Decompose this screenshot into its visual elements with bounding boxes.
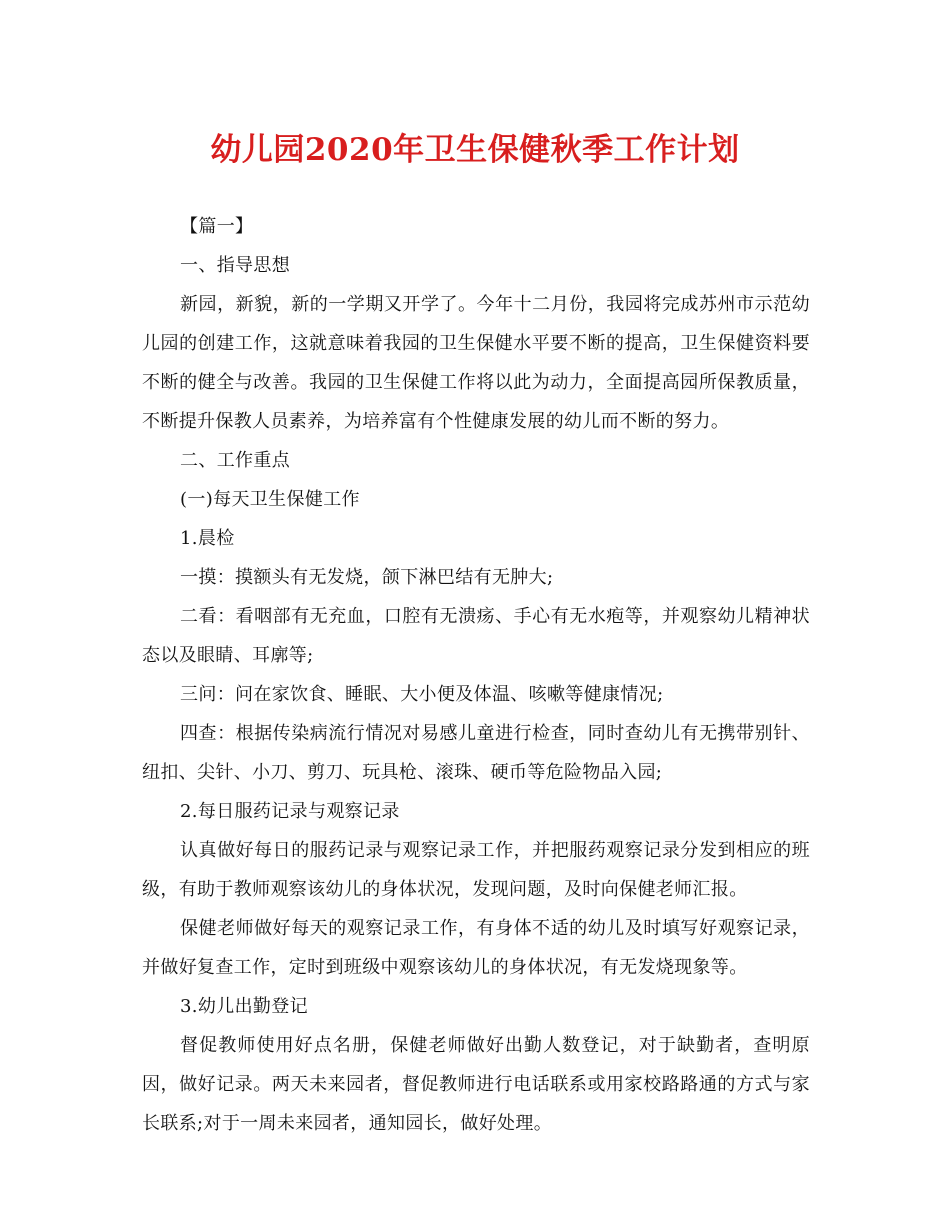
document-body xyxy=(142,207,810,1143)
paragraph: 认真做好每日的服药记录与观察记录工作，并把服药观察记录分发到相应的班级，有助于教师观察该幼儿的身体状况，发现问题，及时向保健老师汇报。 xyxy=(142,840,810,900)
heading-guiding-ideology: 一、指导思想 xyxy=(180,255,291,276)
item-heading-medication-record: 2.每日服药记录与观察记录 xyxy=(180,801,400,822)
paragraph: 二看：看咽部有无充血，口腔有无溃疡、手心有无水疱等，并观察幼儿精神状态以及眼睛、耳廓等; xyxy=(142,606,810,666)
paragraph: 督促教师使用好点名册，保健老师做好出勤人数登记，对于缺勤者，查明原因，做好记录。两天未来园者，督促教师进行电话联系或用家校路路通的方式与家长联系;对于一周未来园者，通知园长，做好处理。 xyxy=(142,1035,810,1134)
heading-work-focus: 二、工作重点 xyxy=(180,450,291,471)
section-label: 【篇一】 xyxy=(180,216,254,237)
paragraph: 保健老师做好每天的观察记录工作，有身体不适的幼儿及时填写好观察记录，并做好复查工作，定时到班级中观察该幼儿的身体状况，有无发烧现象等。 xyxy=(142,918,810,978)
paragraph: 一摸：摸额头有无发烧，颌下淋巴结有无肿大; xyxy=(180,567,554,588)
item-heading-morning-check: 1.晨检 xyxy=(180,528,235,549)
document-title: 幼儿园2020年卫生保健秋季工作计划 xyxy=(210,132,740,168)
item-heading-attendance: 3.幼儿出勤登记 xyxy=(180,996,308,1017)
paragraph: 新园，新貌，新的一学期又开学了。今年十二月份，我园将完成苏州市示范幼儿园的创建工作，这就意味着我园的卫生保健水平要不断的提高，卫生保健资料要不断的健全与改善。我园的卫生保健工作将以此为动力，全面提高园所保教质量，不断提升保教人员素养，为培养富有个性健康发展的幼儿而不断的努力。 xyxy=(142,294,810,432)
paragraph: 四查：根据传染病流行情况对易感儿童进行检查，同时查幼儿有无携带别针、纽扣、尖针、小刀、剪刀、玩具枪、滚珠、硬币等危险物品入园; xyxy=(142,723,810,783)
paragraph: 三问：问在家饮食、睡眠、大小便及体温、咳嗽等健康情况; xyxy=(180,684,664,705)
subheading-daily-work: (一)每天卫生保健工作 xyxy=(180,489,360,510)
